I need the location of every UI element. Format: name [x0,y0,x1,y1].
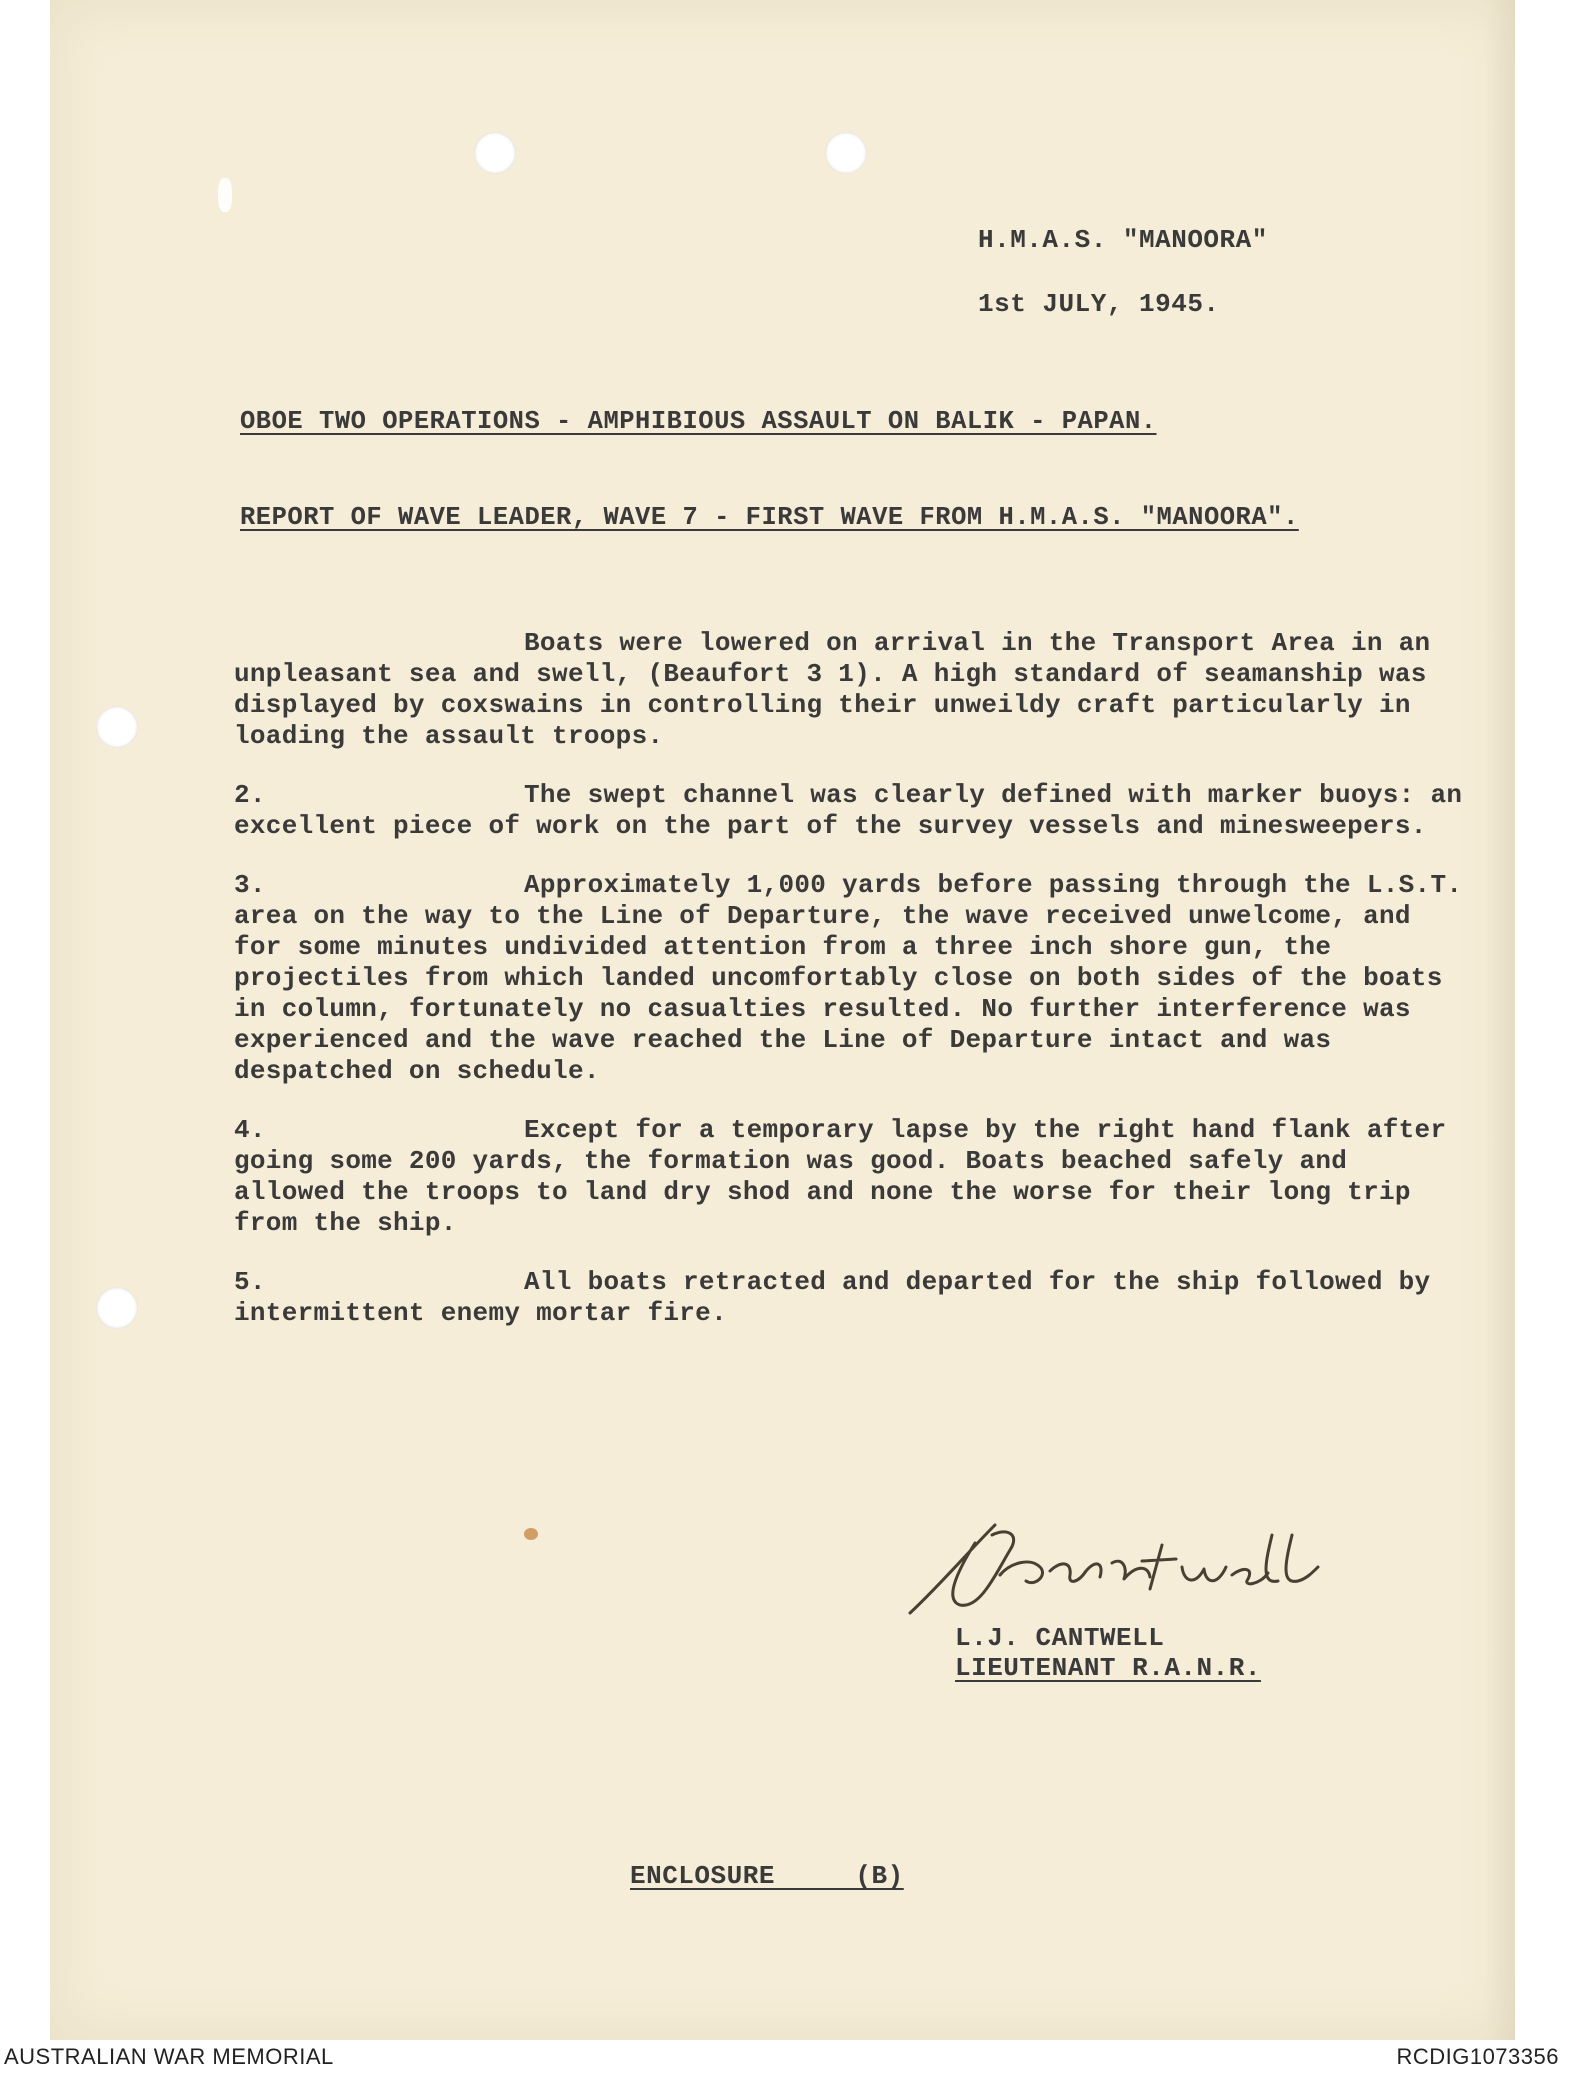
paragraph-2 [234,780,1464,842]
report-body [234,628,1464,1357]
paragraph-1-first-line: Boats were lowered on arrival in the Transport [524,628,1256,658]
paragraph-5-text: followed by intermittent enemy mortar fire. [234,1267,1431,1328]
paragraph-1-text: Area in an unpleasant sea and swell, (Beaufort 3 1). A high standard of seamanship was displayed by coxswains in controlling their unweildy craft particularly in loading the assault troops. [234,628,1431,751]
paragraph-1 [234,628,1464,752]
punch-hole-top-right [825,132,867,174]
paragraph-5-number: 5. [234,1267,266,1297]
punch-hole-left-lower [96,1287,138,1329]
handwritten-signature [900,1505,1350,1625]
paper-tear-mark [218,178,232,212]
paragraph-4-text: flank after going some 200 yards, the formation was good. Boats beached safely and allowed the troops to land dry shod and none the worse for their long trip from the ship. [234,1115,1447,1238]
punch-hole-left-upper [96,706,138,748]
footer-institution: AUSTRALIAN WAR MEMORIAL [4,2044,334,2069]
paragraph-4-first-line: Except for a temporary lapse by the right hand [524,1115,1256,1145]
paragraph-2-number: 2. [234,780,266,810]
paragraph-3-text: the L.S.T. area on the way to the Line of Departure, the wave received unwelcome, and for some minutes undivided attention from a three inch shore gun, the projectiles from which landed uncomfortably close on both sides of the boats in column, fortunately no casualties resulted. No further interference was experienced and the wave reached the Line of Departure intact and was despatched on schedule. [234,870,1463,1086]
document-date: 1st JULY, 1945. [978,289,1220,319]
signatory-name: L.J. CANTWELL [955,1623,1165,1653]
paragraph-5-first-line: All boats retracted and departed for the ship [524,1267,1240,1297]
footer-record-id: RCDIG1073356 [1396,2044,1559,2069]
paragraph-4 [234,1115,1464,1239]
paper-stain [524,1528,538,1540]
enclosure-label: ENCLOSURE (B) [630,1861,904,1891]
paragraph-5 [234,1267,1464,1329]
paragraph-2-first-line: The swept channel was clearly defined with marker [524,780,1304,810]
punch-hole-top-left [474,132,516,174]
paragraph-3-number: 3. [234,870,266,900]
signatory-rank: LIEUTENANT R.A.N.R. [955,1653,1261,1683]
operation-title: OBOE TWO OPERATIONS - AMPHIBIOUS ASSAULT ON BALIK - PAPAN. [240,407,1157,436]
report-title: REPORT OF WAVE LEADER, WAVE 7 - FIRST WAVE FROM H.M.A.S. "MANOORA". [240,503,1299,532]
paragraph-3 [234,870,1464,1087]
paragraph-2-text: buoys: an excellent piece of work on the part of the survey vessels and minesweepers. [234,780,1463,841]
ship-name: H.M.A.S. "MANOORA" [978,225,1268,255]
paragraph-3-first-line: Approximately 1,000 yards before passing through [524,870,1288,900]
paragraph-4-number: 4. [234,1115,266,1145]
